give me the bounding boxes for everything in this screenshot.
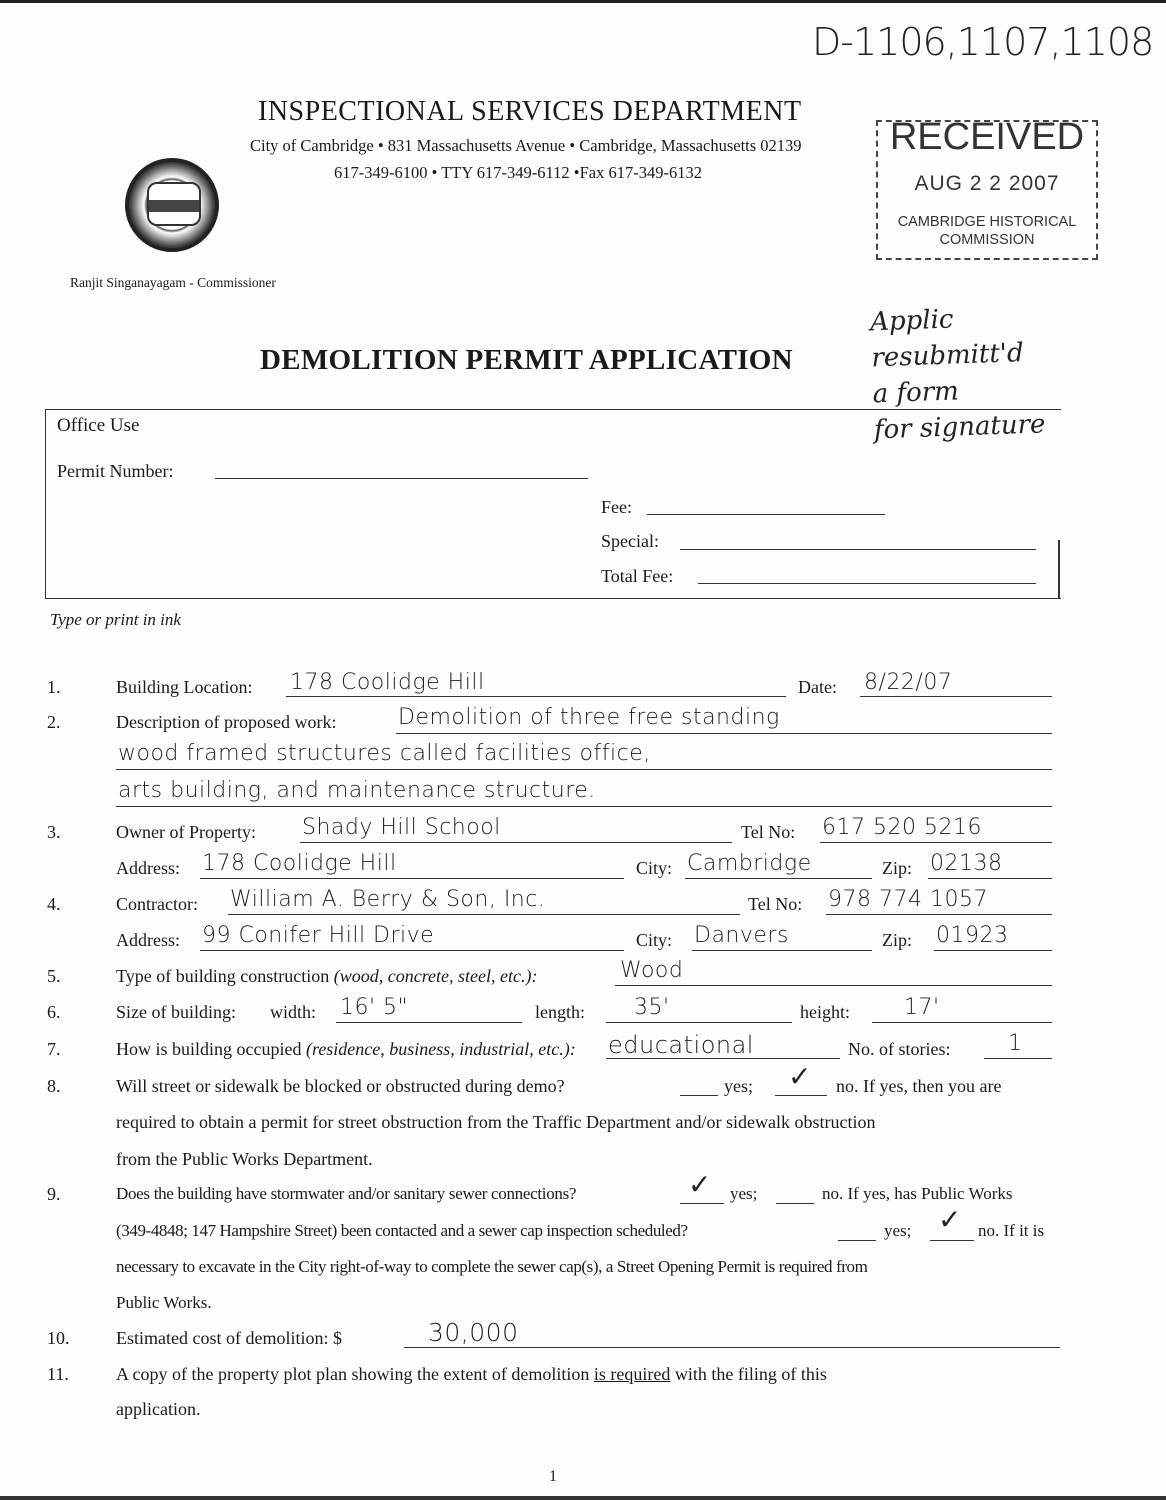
department-title: INSPECTIONAL SERVICES DEPARTMENT <box>258 96 802 127</box>
sewer-question: Does the building have stormwater and/or sanitary sewer connections? <box>116 1184 577 1203</box>
contractor-city-label: City: <box>636 930 673 950</box>
owner-tel-field[interactable] <box>820 842 1052 843</box>
item-number: 11. <box>47 1364 69 1384</box>
obstruction-question: Will street or sidewalk be blocked or obstructed during demo? <box>116 1076 565 1096</box>
item-number: 4. <box>47 894 61 914</box>
owner-label: Owner of Property: <box>116 822 256 842</box>
contractor-address-value: 99 Conifer Hill Drive <box>202 923 435 948</box>
inspection-no-field[interactable] <box>930 1240 974 1241</box>
date-field[interactable] <box>860 696 1052 697</box>
contractor-zip-value: 01923 <box>936 923 1009 948</box>
obstruction-text-line3: from the Public Works Department. <box>116 1149 373 1169</box>
owner-address-value: 178 Coolidge Hill <box>202 851 397 876</box>
stamp-title: RECEIVED <box>889 116 1085 158</box>
length-label: length: <box>535 1002 585 1022</box>
description-value-line1: Demolition of three free standing <box>398 705 780 730</box>
owner-value: Shady Hill School <box>302 815 501 840</box>
inspection-yes-label: yes; <box>884 1221 912 1240</box>
total-fee-label: Total Fee: <box>601 566 674 586</box>
required-emphasis: is required <box>593 1364 671 1384</box>
sewer-text-line4: Public Works. <box>116 1293 212 1312</box>
plot-plan-text-line2: application. <box>116 1399 201 1419</box>
owner-zip-label: Zip: <box>882 858 912 878</box>
fee-label: Fee: <box>601 497 632 517</box>
special-field[interactable] <box>680 549 1036 550</box>
length-field[interactable] <box>606 1022 792 1023</box>
owner-tel-label: Tel No: <box>741 822 796 842</box>
stories-value: 1 <box>1008 1031 1023 1056</box>
contractor-address-field[interactable] <box>200 950 624 951</box>
form-title: DEMOLITION PERMIT APPLICATION <box>260 344 793 376</box>
owner-city-field[interactable] <box>685 878 872 879</box>
building-location-field[interactable] <box>286 696 786 697</box>
occupancy-label: How is building occupied (residence, business, industrial, etc.): <box>116 1039 576 1059</box>
stamp-org-line2: COMMISSION <box>939 232 1035 248</box>
office-box-edge <box>1058 540 1060 598</box>
city-seal-icon <box>125 158 219 252</box>
occupancy-hint: (residence, business, industrial, etc.): <box>305 1039 576 1059</box>
item-number: 7. <box>47 1039 61 1059</box>
construction-type-hint: (wood, concrete, steel, etc.): <box>333 966 538 986</box>
permit-number-label: Permit Number: <box>57 461 174 481</box>
item-number: 8. <box>47 1076 61 1096</box>
inspection-yes-field[interactable] <box>838 1240 876 1241</box>
owner-zip-field[interactable] <box>928 878 1052 879</box>
obstruction-yes-label: yes; <box>724 1076 753 1096</box>
special-label: Special: <box>601 531 659 551</box>
commissioner-name: Ranjit Singanayagam - Commissioner <box>70 275 276 290</box>
contractor-tel-field[interactable] <box>826 914 1052 915</box>
total-fee-field[interactable] <box>698 583 1036 584</box>
owner-zip-value: 02138 <box>930 851 1003 876</box>
obstruction-no-field[interactable] <box>775 1095 827 1096</box>
contractor-zip-field[interactable] <box>934 950 1052 951</box>
page-number: 1 <box>549 1468 557 1485</box>
contractor-tel-value: 978 774 1057 <box>828 887 988 912</box>
date-label: Date: <box>798 677 837 697</box>
length-value: 35' <box>634 995 670 1020</box>
building-location-value: 178 Coolidge Hill <box>290 670 485 695</box>
scan-top-edge <box>0 0 1166 3</box>
width-label: width: <box>270 1002 317 1022</box>
margin-note-line: resubmitt'd <box>870 338 1025 374</box>
margin-note-line: for signature <box>873 409 1046 446</box>
inspection-no-label: no. If it is <box>978 1221 1045 1240</box>
obstruction-text-line2: required to obtain a permit for street obstruction from the Traffic Department and/or sidewalk obstruction <box>116 1112 876 1132</box>
owner-address-label: Address: <box>116 858 180 878</box>
sewer-no-field[interactable] <box>776 1203 814 1204</box>
item-number: 2. <box>47 712 61 732</box>
construction-type-label: Type of building construction (wood, concrete, steel, etc.): <box>116 966 538 986</box>
contractor-tel-label: Tel No: <box>748 894 803 914</box>
size-label: Size of building: <box>116 1002 236 1022</box>
sewer-text-line3: necessary to excavate in the City right-of-way to complete the sewer cap(s), a Street Opening Permit is required from <box>116 1257 868 1276</box>
contractor-city-field[interactable] <box>692 950 872 951</box>
sewer-yes-field[interactable] <box>680 1203 724 1204</box>
stories-label: No. of stories: <box>848 1039 951 1059</box>
description-field-line3[interactable] <box>116 806 1052 807</box>
office-use-box <box>45 409 1061 599</box>
contractor-field[interactable] <box>228 914 740 915</box>
building-location-label: Building Location: <box>116 677 253 697</box>
height-label: height: <box>800 1002 850 1022</box>
plot-plan-text: A copy of the property plot plan showing the extent of demolition is required with the filing of this <box>116 1364 827 1384</box>
item-number: 5. <box>47 966 61 986</box>
description-value-line2: wood framed structures called facilities office, <box>118 741 651 766</box>
department-address: City of Cambridge • 831 Massachusetts Avenue • Cambridge, Massachusetts 02139 <box>250 136 802 155</box>
item-number: 9. <box>47 1184 61 1204</box>
obstruction-no-label: no. If yes, then you are <box>836 1076 1002 1096</box>
fee-field[interactable] <box>647 514 885 515</box>
owner-address-field[interactable] <box>200 878 624 879</box>
cost-value: 30,000 <box>428 1318 519 1347</box>
sewer-inspection-question: (349-4848; 147 Hampshire Street) been contacted and a sewer cap inspection scheduled? <box>116 1221 688 1240</box>
item-number: 1. <box>47 677 61 697</box>
permit-number-field[interactable] <box>215 478 588 479</box>
received-stamp <box>876 116 1098 260</box>
office-use-heading: Office Use <box>57 415 140 436</box>
owner-field[interactable] <box>300 842 732 843</box>
construction-type-value: Wood <box>620 958 684 983</box>
description-field-line1[interactable] <box>396 733 1052 734</box>
width-value: 16' 5" <box>340 995 409 1020</box>
department-phones: 617-349-6100 • TTY 617-349-6112 •Fax 617-349-6132 <box>334 163 702 182</box>
item-number: 10. <box>47 1328 70 1348</box>
checkmark-icon: ✓ <box>788 1060 812 1093</box>
scan-bottom-edge <box>0 1496 1166 1500</box>
sewer-yes-label: yes; <box>730 1184 758 1203</box>
stamp-date: AUG 2 2 2007 <box>914 172 1060 195</box>
description-field-line2[interactable] <box>116 769 1052 770</box>
occupancy-value: educational <box>608 1031 754 1059</box>
description-label: Description of proposed work: <box>116 712 337 732</box>
stories-field[interactable] <box>984 1058 1052 1059</box>
construction-type-field[interactable] <box>615 985 1052 986</box>
contractor-city-value: Danvers <box>694 923 789 948</box>
contractor-value: William A. Berry & Son, Inc. <box>230 887 546 912</box>
margin-note-line: a form <box>872 376 960 410</box>
cost-label: Estimated cost of demolition: $ <box>116 1328 342 1348</box>
checkmark-icon: ✓ <box>688 1168 712 1201</box>
owner-city-value: Cambridge <box>687 851 812 876</box>
instruction-text: Type or print in ink <box>50 610 181 629</box>
item-number: 3. <box>47 822 61 842</box>
contractor-address-label: Address: <box>116 930 180 950</box>
owner-tel-value: 617 520 5216 <box>822 815 982 840</box>
owner-city-label: City: <box>636 858 673 878</box>
margin-note-line: Applic <box>869 304 954 338</box>
cost-field[interactable] <box>404 1347 1060 1348</box>
stamp-org-line1: CAMBRIDGE HISTORICAL <box>897 214 1077 230</box>
item-number: 6. <box>47 1002 61 1022</box>
height-value: 17' <box>904 995 940 1020</box>
contractor-zip-label: Zip: <box>882 930 912 950</box>
obstruction-yes-field[interactable] <box>680 1095 718 1096</box>
width-field[interactable] <box>336 1022 522 1023</box>
reference-number: D-1106,1107,1108 <box>812 20 1154 64</box>
description-value-line3: arts building, and maintenance structure. <box>118 778 596 803</box>
sewer-no-label: no. If yes, has Public Works <box>822 1184 1013 1203</box>
height-field[interactable] <box>872 1022 1052 1023</box>
checkmark-icon: ✓ <box>938 1203 962 1236</box>
contractor-label: Contractor: <box>116 894 198 914</box>
date-value: 8/22/07 <box>864 670 953 695</box>
